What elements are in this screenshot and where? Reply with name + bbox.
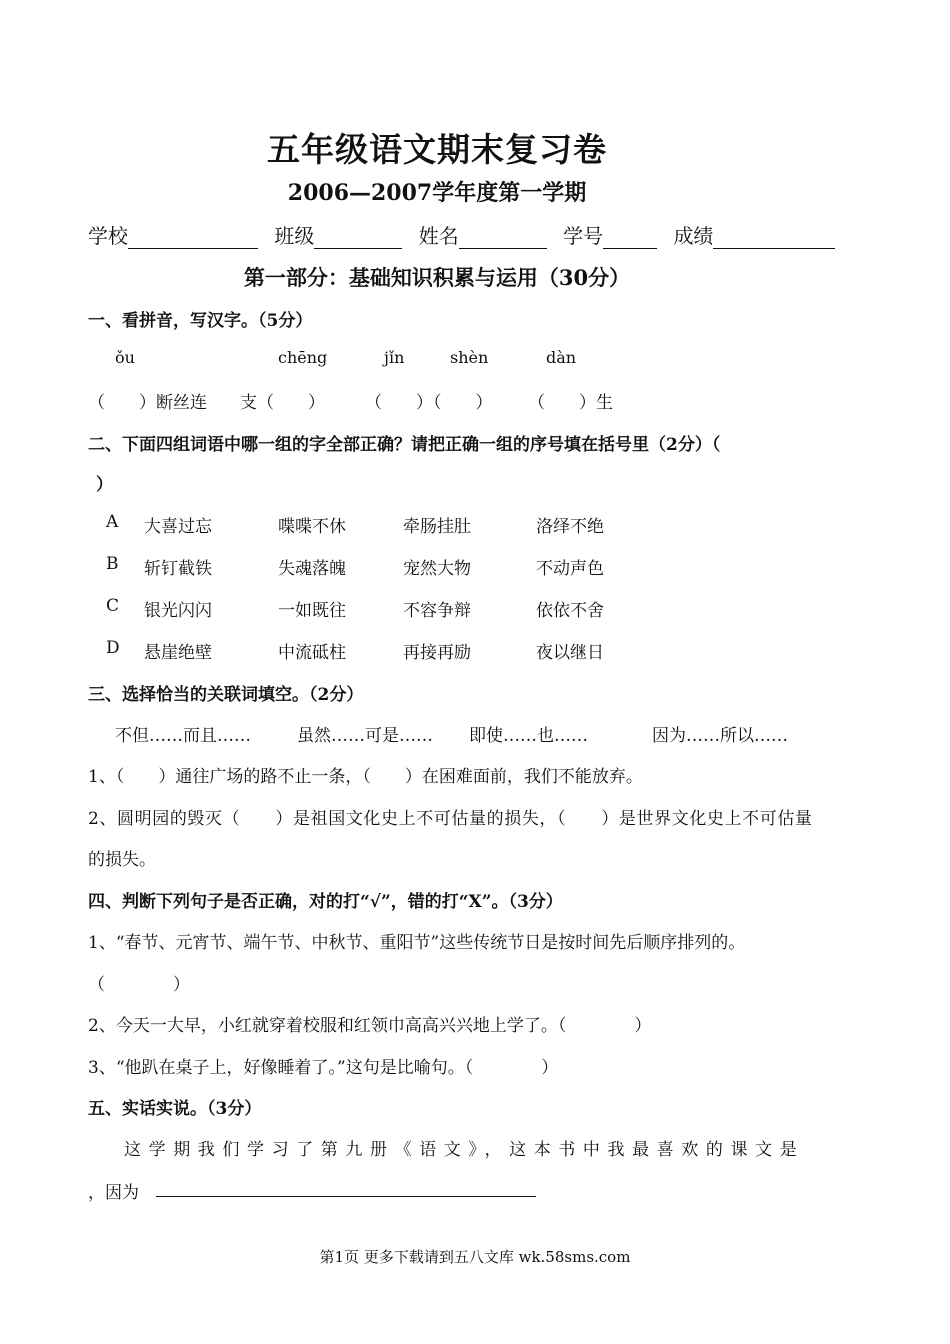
school-label: 学校: [88, 224, 128, 248]
q1-item-1[interactable]: （ ）断丝连: [88, 393, 207, 413]
conjunction-option-4: 因为……所以……: [652, 726, 788, 746]
page-subtitle: 2006—2007学年度第一学期: [287, 180, 587, 206]
student-info-line: [88, 220, 835, 249]
option-letter: B: [106, 554, 119, 574]
q3-sentence-2-cont: 的损失。: [88, 850, 156, 870]
q1-item-3[interactable]: （ ）（ ）: [365, 393, 493, 413]
q5-answer-line[interactable]: [156, 1196, 536, 1197]
school-blank[interactable]: [128, 228, 258, 249]
word: 再接再励: [403, 643, 471, 663]
number-blank[interactable]: [603, 228, 657, 249]
question-2-heading: 二、下面四组词语中哪一组的字全部正确？请把正确一组的序号填在括号里（2分）（: [88, 435, 721, 455]
question-1-heading: 一、看拼音，写汉字。（5分）: [88, 311, 313, 331]
word: 喋喋不休: [278, 517, 346, 537]
score-blank[interactable]: [713, 228, 835, 249]
word: 牵肠挂肚: [403, 517, 471, 537]
option-letter: A: [106, 512, 119, 532]
word: 银光闪闪: [144, 601, 212, 621]
question-5-heading: 五、实话实说。（3分）: [88, 1099, 262, 1119]
word: 夜以继日: [536, 643, 604, 663]
word: 一如既往: [278, 601, 346, 621]
word: 洛绎不绝: [536, 517, 604, 537]
pinyin-3: jǐn: [384, 348, 405, 367]
word: 大喜过忘: [144, 517, 212, 537]
pinyin-1: ǒu: [115, 348, 135, 367]
q1-item-4[interactable]: （ ）生: [528, 393, 613, 413]
name-label: 姓名: [418, 224, 459, 248]
conjunction-option-1: 不但……而且……: [115, 726, 251, 746]
pinyin-2: chēng: [278, 348, 328, 367]
question-2-heading-cont: ）: [96, 475, 113, 495]
q4-statement-1: 1、“春节、元宵节、端午节、中秋节、重阳节”这些传统节日是按时间先后顺序排列的。: [88, 933, 746, 953]
q5-paragraph: 这学期我们学习了第九册《语文》，这本书中我最喜欢的课文是: [124, 1140, 805, 1160]
q4-statement-2[interactable]: 2、今天一大早，小红就穿着校服和红领巾高高兴兴地上学了。（ ）: [88, 1016, 652, 1036]
word: 悬崖绝壁: [144, 643, 212, 663]
word: 中流砥柱: [278, 643, 346, 663]
conjunction-option-3: 即使……也……: [469, 726, 588, 746]
word: 宠然大物: [403, 559, 471, 579]
word: 不容争辩: [403, 601, 471, 621]
class-label: 班级: [274, 224, 315, 248]
class-blank[interactable]: [314, 228, 402, 249]
conjunction-option-2: 虽然……可是……: [297, 726, 433, 746]
name-blank[interactable]: [459, 228, 547, 249]
q3-sentence-1[interactable]: 1、（ ）通往广场的路不止一条，（ ）在困难面前，我们不能放弃。: [88, 767, 643, 787]
score-label: 成绩: [673, 224, 714, 248]
number-label: 学号: [563, 224, 604, 248]
q3-sentence-2[interactable]: 2、圆明园的毁灭（ ）是祖国文化史上不可估量的损失，（ ）是世界文化史上不可估量: [88, 809, 813, 829]
page-footer: 第1页 更多下载请到五八文库 wk.58sms.com: [319, 1248, 631, 1266]
q1-item-2[interactable]: 支（ ）: [240, 393, 325, 413]
word: 依依不舍: [536, 601, 604, 621]
pinyin-4: shèn: [450, 348, 489, 367]
option-letter: C: [106, 596, 120, 616]
option-letter: D: [106, 638, 120, 658]
word: 不动声色: [536, 559, 604, 579]
question-4-heading: 四、判断下列句子是否正确，对的打“√”，错的打“X”。（3分）: [88, 892, 563, 912]
pinyin-5: dàn: [546, 348, 577, 367]
q5-paragraph-cont: ，因为: [88, 1183, 139, 1203]
question-3-heading: 三、选择恰当的关联词填空。（2分）: [88, 685, 364, 705]
q4-statement-3[interactable]: 3、“他趴在桌子上，好像睡着了。”这句是比喻句。（ ）: [88, 1058, 559, 1078]
page-title: 五年级语文期末复习卷: [267, 130, 607, 169]
word: 失魂落魄: [278, 559, 346, 579]
q4-answer-1[interactable]: （ ）: [88, 975, 190, 995]
part-one-heading: 第一部分：基础知识积累与运用（30分）: [243, 265, 631, 290]
word: 斩钉截铁: [144, 559, 212, 579]
